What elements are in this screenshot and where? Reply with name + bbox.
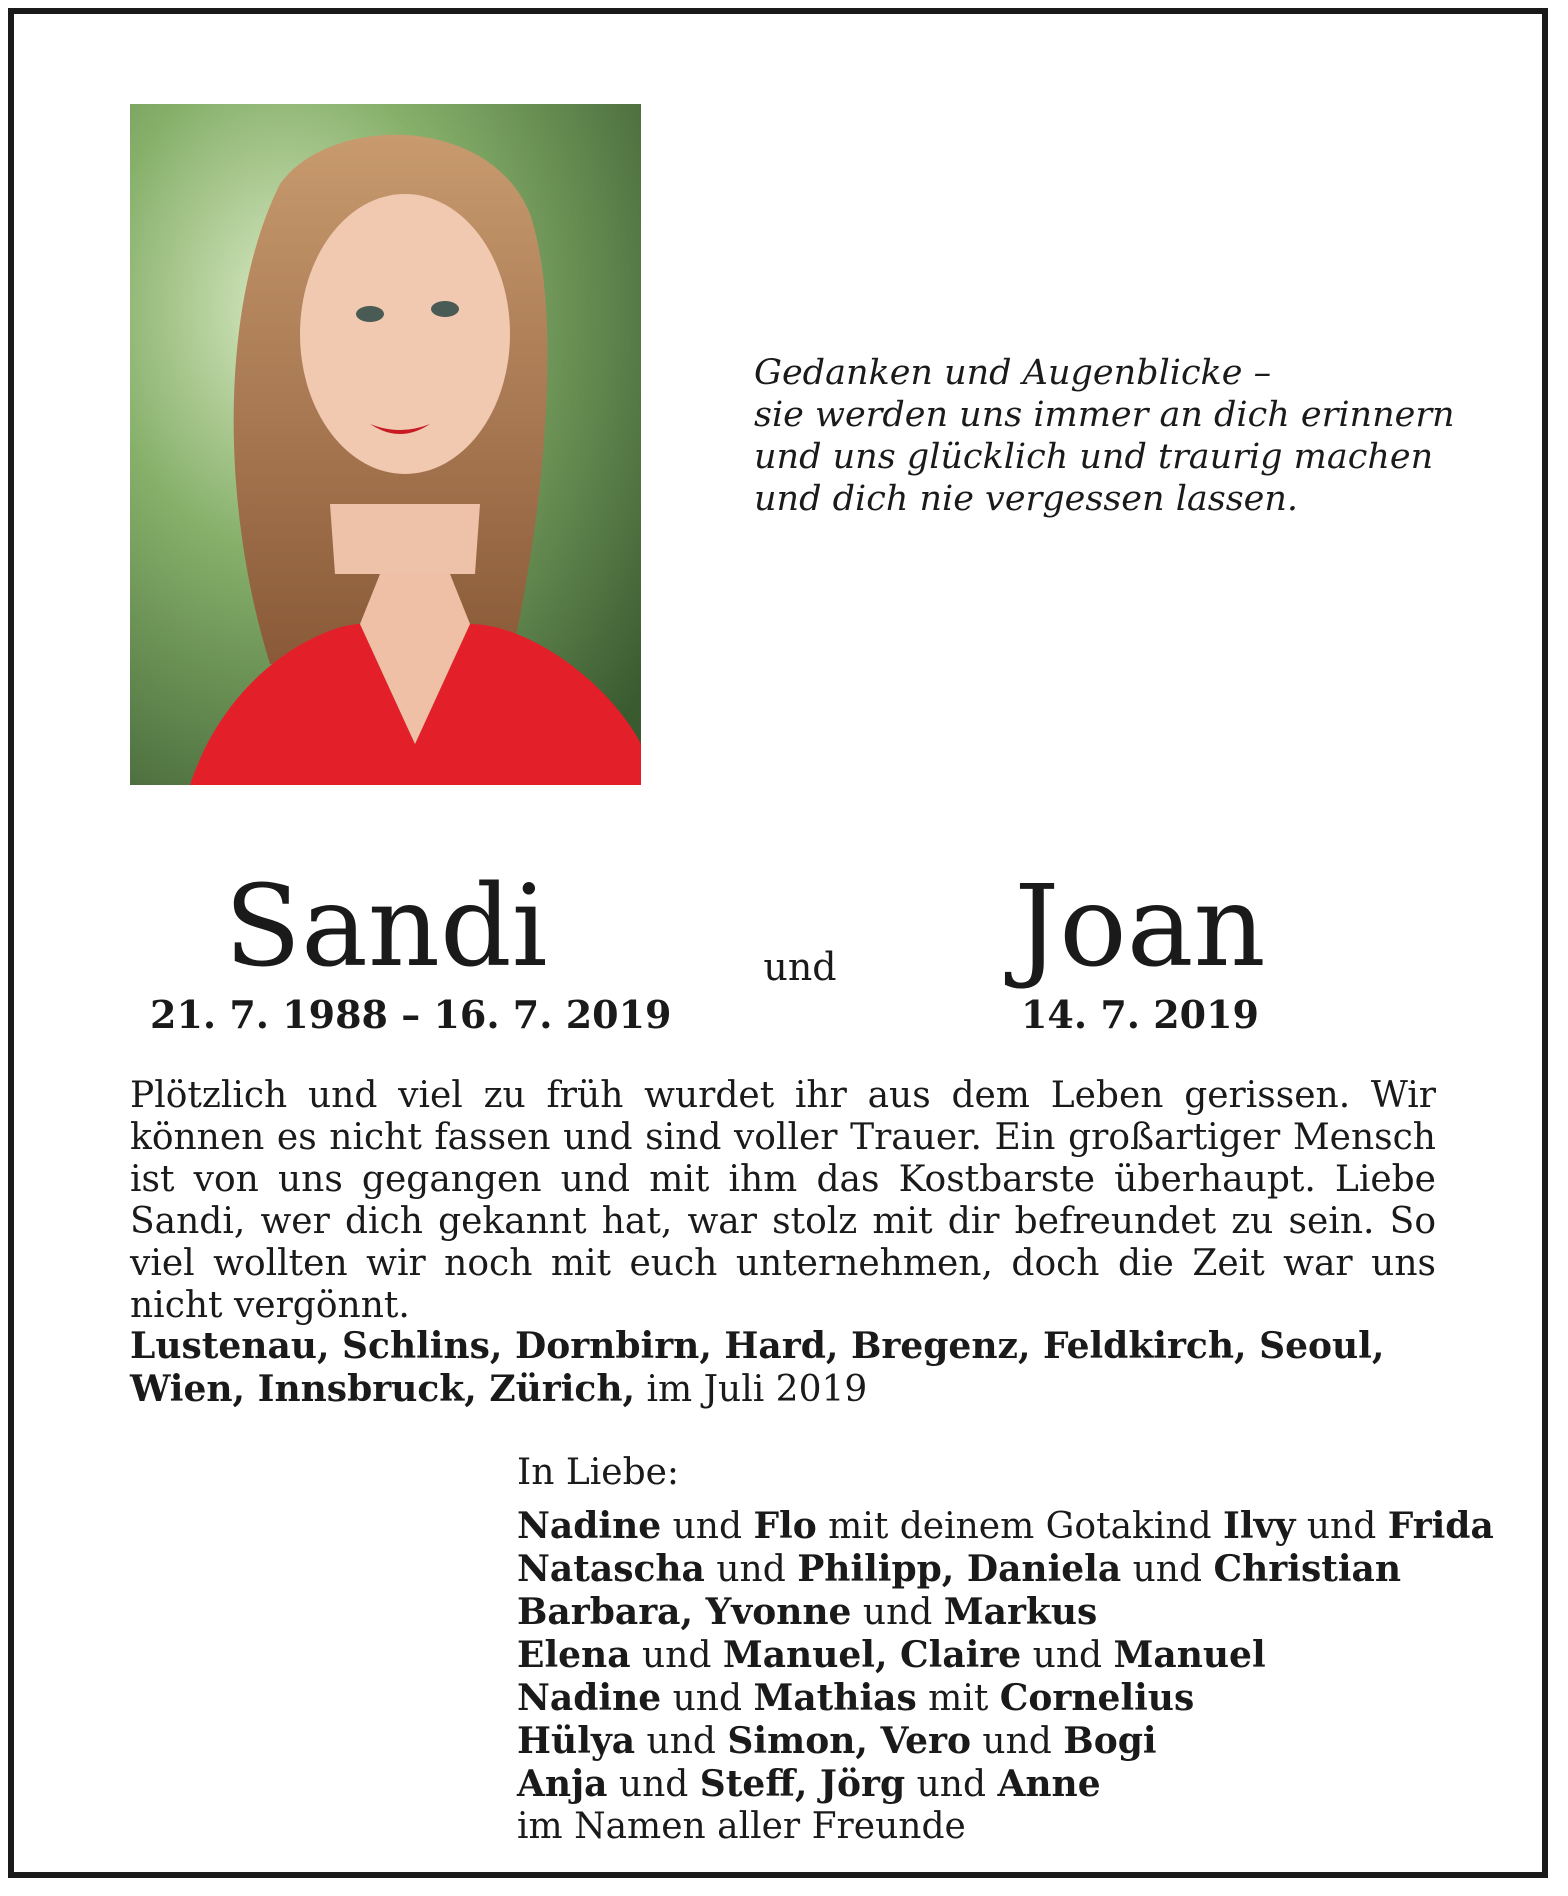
condolence-text: Plötzlich und viel zu früh wurdet ihr aus dem Leben gerissen. Wir können es nicht fassen und sind voller Trauer. Ein großartiger Mensch ist von uns gegangen und mit ihm das Kostbarste überhaupt. Liebe Sandi, wer dich gekannt hat, war stolz mit dir befreundet zu sein. So viel wollten wir noch mit euch unternehmen, doch die Zeit war uns nicht vergönnt. [130,1075,1436,1326]
mourner-connector: und [851,1592,944,1633]
mourner-name: Anne [997,1763,1101,1805]
mourners-list [517,1505,1494,1848]
in-liebe-heading: In Liebe: [517,1452,680,1493]
poem-line: und dich nie vergessen lassen. [754,479,1299,519]
portrait-photo [130,104,641,785]
names-connector: und [763,945,837,989]
mourner-name: Christian [1213,1548,1402,1590]
mourner-connector: und [1021,1635,1114,1676]
mourners-line [517,1720,1494,1763]
mourners-line [517,1677,1494,1720]
mourner-connector: und [704,1549,798,1590]
mourners-line [517,1505,1494,1548]
mourner-connector: und [661,1506,754,1547]
places-list: Lustenau, Schlins, Dornbirn, Hard, Bregenz, Feldkirch, Seoul, Wien, Innsbruck, Zürich, [130,1325,1385,1410]
mourners-line [517,1806,1494,1848]
mourner-name: Elena [517,1634,631,1676]
mourner-connector: und [1295,1506,1388,1547]
mourner-connector: mit deinem Gotakind [816,1506,1224,1547]
mourner-connector: und [905,1764,998,1805]
mourner-name: Cornelius [999,1677,1195,1719]
mourner-name: Ilvy [1223,1505,1296,1547]
mourners-line [517,1548,1494,1591]
dates-sandi: 21. 7. 1988 – 16. 7. 2019 [150,992,672,1037]
poem-line: Gedanken und Augenblicke – [754,353,1272,393]
mourners-line [517,1634,1494,1677]
deceased-name-joan: Joan [1014,862,1266,992]
mourner-connector: und [635,1721,728,1762]
mourner-connector: und [661,1678,754,1719]
memorial-poem [754,352,1455,520]
mourner-name: Anja [517,1763,608,1805]
mourner-connector: mit [916,1678,1000,1719]
notice-date: im Juli 2019 [646,1369,868,1410]
mourner-name: Steff, Jörg [699,1763,906,1805]
poem-line: und uns glücklich und traurig machen [754,437,1434,477]
mourner-name: Nadine [517,1677,662,1719]
mourner-name: Markus [943,1591,1098,1633]
mourner-name: Manuel, Claire [722,1634,1022,1676]
mourner-name: Simon, Vero [727,1720,971,1762]
mourner-name: Manuel [1113,1634,1266,1676]
mourner-connector: und [1121,1549,1214,1590]
mourner-name: Flo [753,1505,817,1547]
mourner-name: Barbara, Yvonne [517,1591,852,1633]
mourner-name: Philipp, Daniela [797,1548,1122,1590]
mourner-connector: und [630,1635,723,1676]
mourner-name: Mathias [753,1677,917,1719]
dates-joan: 14. 7. 2019 [1020,992,1259,1037]
portrait-illustration [130,104,641,785]
mourner-connector: im Namen aller Freunde [517,1806,966,1847]
mourner-name: Natascha [517,1548,705,1590]
deceased-name-sandi: Sandi [224,862,548,992]
mourner-name: Bogi [1063,1720,1157,1762]
places-and-date [130,1325,1436,1411]
mourner-name: Hülya [517,1720,636,1762]
poem-line: sie werden uns immer an dich erinnern [754,395,1455,435]
mourner-connector: und [607,1764,700,1805]
mourners-line [517,1591,1494,1634]
mourners-line [517,1763,1494,1806]
mourner-name: Frida [1387,1505,1494,1547]
mourner-name: Nadine [517,1505,662,1547]
mourner-connector: und [970,1721,1064,1762]
